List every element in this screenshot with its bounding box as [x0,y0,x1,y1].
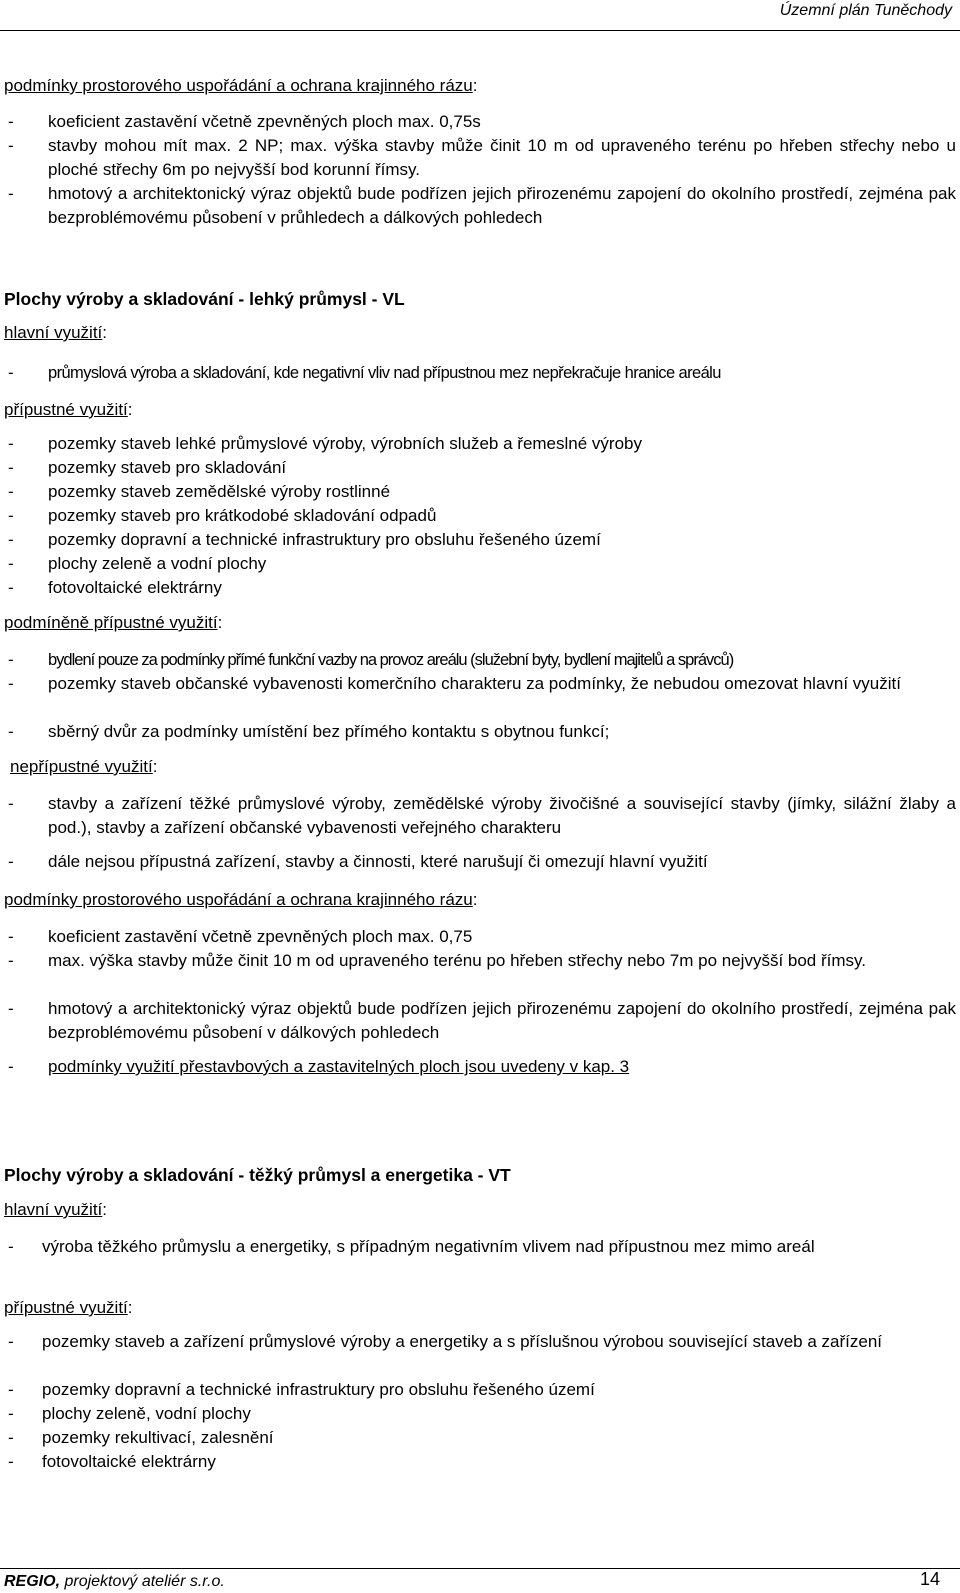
section-title-vl: Plochy výroby a skladování - lehký průmysl - VL [4,289,405,309]
vl-prostor-label: podmínky prostorového uspořádání a ochrana krajinného rázu: [4,890,478,909]
page-number: 14 [919,1569,940,1589]
vl-podminene-label: podmíněně přípustné využití: [4,613,223,632]
vl-nepripustne-label: nepřípustné využití: [10,757,158,776]
document-page: Územní plán Tuněchody podmínky prostorového uspořádání a ochrana krajinného rázu: - koeficient zastavění včetně zpevněných ploch max. 0,75s - stavby mohou mít max. 2 NP; max. výška stavby může činit 10 m od upraveného terénu po hřeben střechy nebo u ploché střechy 6m po nejvyšší bod korunní římsy. - hmotový a architektonický výraz objektů bude podřízen jejich přirozenému zapojení do okolního prostředí, zejména pak bezproblémovému působení v průhledech a dálkových pohledech Plochy výroby a skladování - lehký průmysl - VL hlavní využití: - průmyslová výroba a skladování, kde negativní vliv nad přípustnou mez nepřekračuje hranice areálu přípustné využití: - pozemky staveb lehké průmyslové výroby, výrobních služeb a řemeslné výroby - pozemky staveb pro skladování - pozemky staveb zemědělské výroby rostlinné - pozemky staveb pro krátkodobé skladování odpadů - pozemky dopravní a technické infrastruktury pro obsluhu řešeného území - plochy zeleně a vodní plochy - fotovoltaické elektrárny podmíněně přípustné využití: - bydlení pouze za podmínky přímé funkční vazby na provoz areálu (služební byty, bydlení majitelů a správců) - pozemky staveb občanské vybavenosti komerčního charakteru za podmínky, že nebudou omezovat hlavní využití - sběrný dvůr za podmínky umístění bez přímého kontaktu s obytnou funkcí; nepřípustné využití: - stavby a zařízení těžké průmyslové výroby, zemědělské výroby živočišné a související stavby (jímky, silážní žlaby a pod.), stavby a zařízení občanské vybavenosti veřejného charakteru - dále nejsou přípustná zařízení, stavby a činnosti, které narušují či omezují hlavní využití podmínky prostorového uspořádání a ochrana krajinného rázu: - koeficient zastavění včetně zpevněných ploch max. 0,75 - max. výška stavby může činit 10 m od upraveného terénu po hřeben střechy nebo 7m po nejvyšší bod římsy. - hmotový a architektonický výraz objektů bude podřízen jejich přirozenému zapojení do okolního prostředí, zejména pak bezproblémovému působení v dálkových pohledech - podmínky využití přestavbových a zastavitelných ploch jsou uvedeny v kap. 3 Plochy výroby a skladování - těžký průmysl a energetika - VT hlavní využití: - výroba těžkého průmyslu a energetiky, s případným negativním vlivem nad přípustnou mez mimo areál přípustné využití: - pozemky staveb a zařízení průmyslové výroby a energetiky a s příslušnou výrobou související staveb a zařízení - pozemky dopravní a technické infrastruktury pro obsluhu řešeného území - plochy zeleně, vodní plochy - pozemky rekultivací, zalesnění - fotovoltaické elektrárny REGIO, projektový ateliér s.r.o. 14 [0,0,960,1593]
footer-company [4,1573,225,1591]
vt-hlavni-label: hlavní využití: [4,1200,107,1219]
header-divider [0,30,960,31]
footer-divider [0,1568,960,1569]
s1-heading: podmínky prostorového uspořádání a ochrana krajinného rázu: [4,76,478,95]
page-header-title: Územní plán Tuněchody [779,2,952,19]
vl-hlavni-label: hlavní využití: [4,323,107,342]
vl-pripustne-label: přípustné využití: [4,400,133,419]
section-title-vt: Plochy výroby a skladování - těžký průmysl a energetika - VT [4,1165,511,1185]
footer-company-bold: REGIO, [4,1573,61,1590]
vt-pripustne-label: přípustné využití: [4,1298,133,1317]
footer-company-rest: projektový ateliér s.r.o. [60,1573,225,1590]
